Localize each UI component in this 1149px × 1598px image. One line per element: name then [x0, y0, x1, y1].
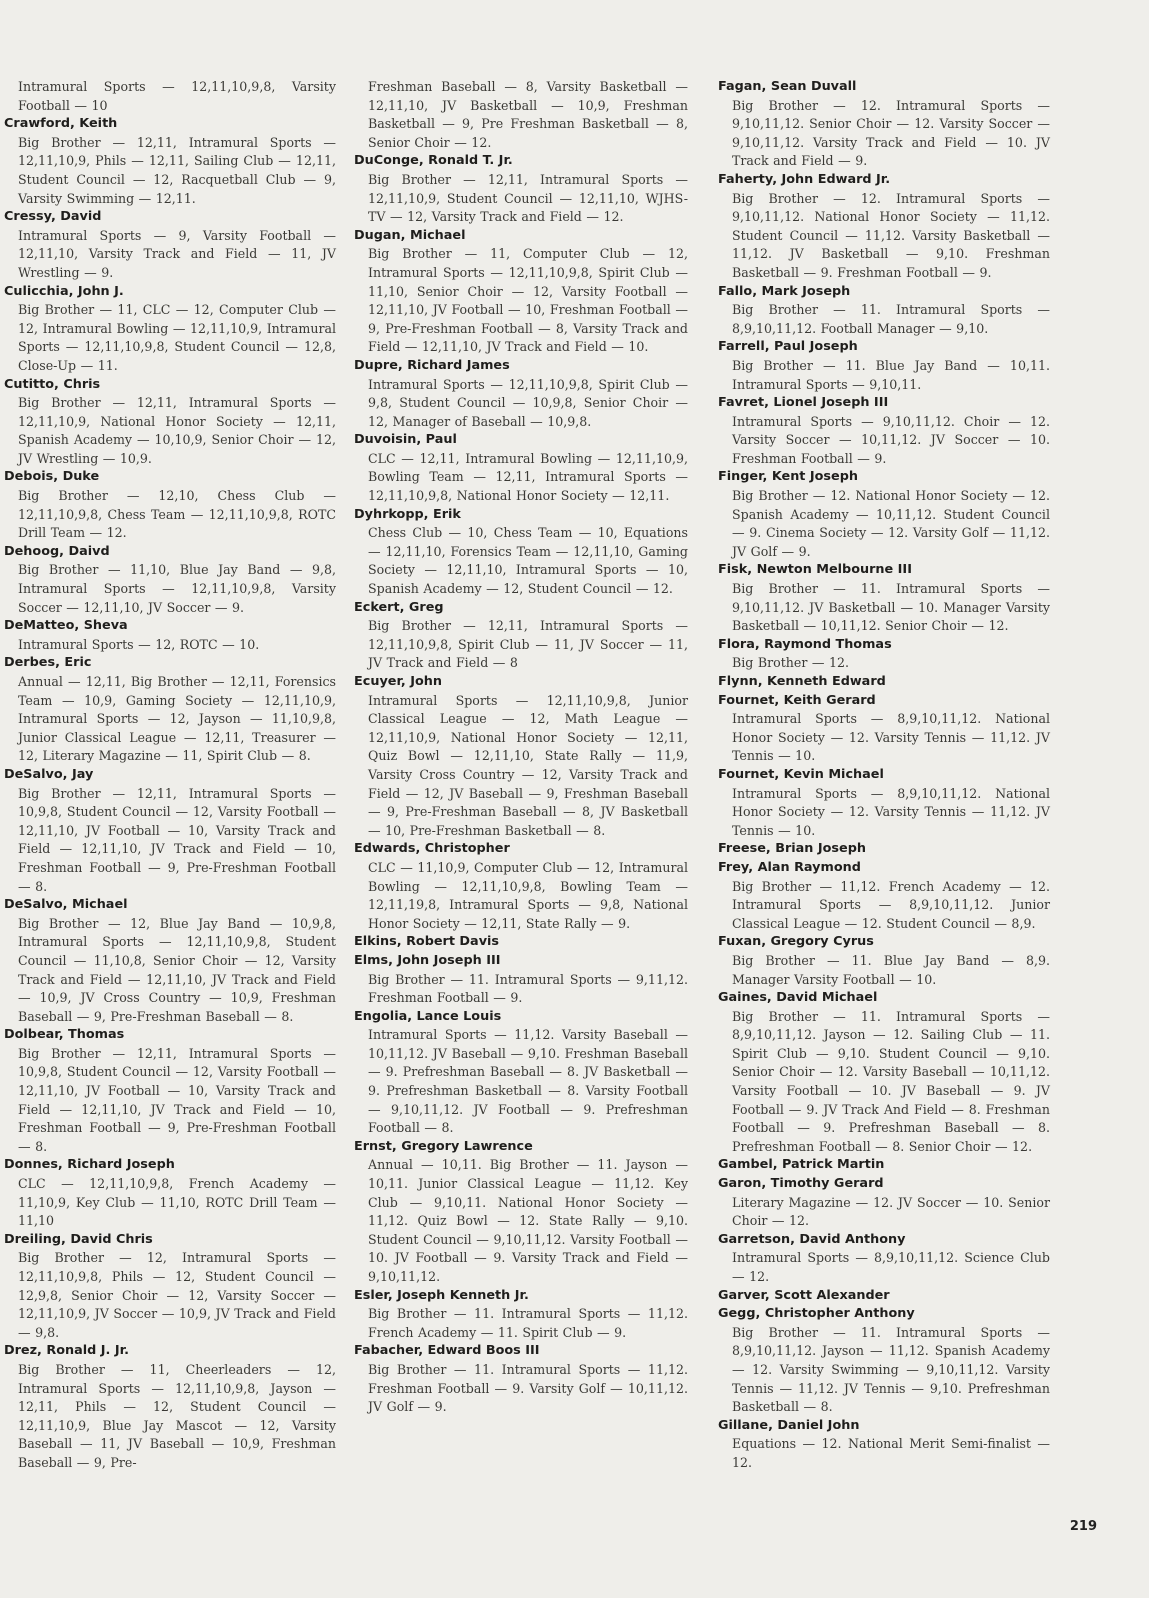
column-3 — [718, 78, 1050, 1473]
entry-name: Finger, Kent Joseph — [718, 469, 858, 485]
entry-activities: Equations — 12. National Merit Semi-finalist — 12. — [732, 1436, 1050, 1470]
entry-name: Flora, Raymond Thomas — [718, 636, 892, 652]
entry-name: Engolia, Lance Louis — [354, 1008, 502, 1024]
column-1 — [4, 78, 336, 1473]
entry-activities: Big Brother — 12. Intramural Sports — 9,10,11,12. National Honor Society — 11,12. Student Council — 11,12. Varsity Basketball — 11,12. JV Basketball — 9,10. Freshman Basketball — 9. Freshman Football — 9. — [732, 190, 1050, 280]
directory-entry — [354, 357, 688, 431]
entry-activities: Freshman Baseball — 8, Varsity Basketball — 12,11,10, JV Basketball — 10,9, Freshman Basketball — 9, Pre Freshman Basketball — 8, Senior Choir — 12. — [368, 79, 688, 150]
entry-activities: Big Brother — 12,11, Intramural Sports — 12,11,10,9, Student Council — 12,11,10, WJHS-TV — 12, Varsity Track and Field — 12. — [368, 171, 688, 225]
entry-activities: Big Brother — 12,11, Intramural Sports — 10,9,8, Student Council — 12, Varsity Football — 12,11,10, JV Football — 10, Varsity Track and Field — 12,11,10, JV Track and Field — 10, Freshman Football — 9, Pre-Freshman Football — 8. — [18, 1045, 336, 1154]
entry-activities: Big Brother — 11. Intramural Sports — 8,9,10,11,12. Football Manager — 9,10. — [732, 302, 1050, 336]
directory-entry — [4, 896, 336, 1026]
entry-name: Cutitto, Chris — [4, 376, 101, 392]
directory-entry — [354, 1138, 688, 1287]
directory-entry — [4, 766, 336, 896]
directory-entry — [718, 1175, 1050, 1231]
directory-entry — [718, 859, 1050, 933]
entry-activities: Big Brother — 12,10, Chess Club — 12,11,10,9,8, Chess Team — 12,11,10,9,8, ROTC Drill Team — 12. — [18, 488, 336, 541]
entry-name: Debois, Duke — [4, 469, 100, 485]
entry-name: Frey, Alan Raymond — [718, 859, 861, 875]
directory-entry — [718, 1287, 1050, 1306]
directory-entry — [718, 1305, 1050, 1417]
directory-entry — [354, 1008, 688, 1138]
entry-name: Fisk, Newton Melbourne III — [718, 562, 912, 578]
directory-entry — [354, 952, 688, 1008]
directory-entry — [718, 338, 1050, 394]
entry-name: Drez, Ronald J. Jr. — [4, 1343, 129, 1359]
entry-activities: Intramural Sports — 12,11,10,9,8, Varsity Football — 10 — [18, 79, 336, 113]
entry-name: Farrell, Paul Joseph — [718, 339, 858, 355]
entry-activities: Big Brother — 11, Cheerleaders — 12, Intramural Sports — 12,11,10,9,8, Jayson — 12,11, Phils — 12, Student Council — 12,11,10,9, Blue Jay Mascot — 12, Varsity Baseball — 11, JV Baseball — 10,9, Freshman Baseball — 9, Pre- — [18, 1361, 336, 1470]
directory-entry — [4, 1342, 336, 1472]
entry-activities: Literary Magazine — 12. JV Soccer — 10. Senior Choir — 12. — [732, 1194, 1050, 1229]
entry-activities: Big Brother — 12,11, Intramural Sports — 12,11,10,9,8, Spirit Club — 11, JV Soccer — 11, JV Track and Field — 8 — [368, 618, 688, 671]
entry-activities: Intramural Sports — 8,9,10,11,12. National Honor Society — 12. Varsity Tennis — 11,12. JV Tennis — 10. — [732, 711, 1050, 764]
directory-entry — [354, 673, 688, 840]
entry-activities: Intramural Sports — 8,9,10,11,12. Science Club — 12. — [732, 1250, 1050, 1284]
directory-entry — [354, 1287, 688, 1343]
directory-entry — [354, 227, 688, 357]
directory-entry — [354, 431, 688, 505]
directory-entry — [718, 78, 1050, 171]
entry-name: Esler, Joseph Kenneth Jr. — [354, 1287, 529, 1303]
directory-entry — [718, 561, 1050, 635]
entry-name: Ernst, Gregory Lawrence — [354, 1138, 533, 1154]
entry-name: Dyhrkopp, Erik — [354, 506, 461, 522]
entry-name: Dreiling, David Chris — [4, 1231, 153, 1247]
directory-entry — [4, 543, 336, 617]
directory-entry — [718, 840, 1050, 859]
entry-name: Ecuyer, John — [354, 674, 442, 689]
entry-activities: Intramural Sports — 12,11,10,9,8, Junior Classical League — 12, Math League — 12,11,10,9, National Honor Society — 12,11, Quiz Bowl — 12,11,10, State Rally — 11,9, Varsity Cross Country — 12, Varsity Track and Field — 12, JV Baseball — 9, Freshman Baseball — 9, Pre-Freshman Baseball — 8, JV Basketball — 10, Pre-Freshman Basketball — 8. — [368, 692, 688, 838]
directory-entry — [18, 78, 336, 115]
directory-entry — [718, 394, 1050, 468]
entry-name: Crawford, Keith — [4, 116, 118, 132]
entry-name: Dupre, Richard James — [354, 357, 510, 373]
entry-activities: Intramural Sports — 9, Varsity Football — 12,11,10, Varsity Track and Field — 11, JV Wrestling — 9. — [18, 227, 336, 280]
entry-activities: Big Brother — 11. Intramural Sports — 8,9,10,11,12. Jayson — 12. Sailing Club — 11. Spirit Club — 9,10. Student Council — 9,10. Senior Choir — 12. Varsity Baseball — 10,11,12. Varsity Football — 10. JV Baseball — 9. JV Football — 9. JV Track And Field — 8. Freshman Football — 9. Prefreshman Baseball — 8. Prefreshman Football — 8. Senior Choir — 12. — [732, 1008, 1050, 1154]
entry-activities: Big Brother — 11. Intramural Sports — 8,9,10,11,12. Jayson — 11,12. Spanish Academy — 12. Varsity Swimming — 9,10,11,12. Varsity Tennis — 11,12. JV Tennis — 9,10. Prefreshman Basketball — 8. — [732, 1324, 1050, 1415]
entry-activities: Intramural Sports — 9,10,11,12. Choir — 12. Varsity Soccer — 10,11,12. JV Soccer — 10. Freshman Football — 9. — [732, 413, 1050, 466]
entry-name: Dugan, Michael — [354, 227, 466, 243]
entry-name: Elkins, Robert Davis — [354, 934, 500, 950]
entry-name: Flynn, Kenneth Edward — [718, 674, 886, 689]
directory-entry — [718, 989, 1050, 1156]
entry-name: Fabacher, Edward Boos III — [354, 1343, 540, 1359]
entry-name: Fournet, Keith Gerard — [718, 692, 876, 708]
entry-activities: Big Brother — 12, Blue Jay Band — 10,9,8, Intramural Sports — 12,11,10,9,8, Student Council — 11,10,8, Senior Choir — 12, Varsity Track and Field — 12,11,10, JV Track and Field — 10,9, JV Cross Country — 10,9, Freshman Baseball — 9, Pre-Freshman Baseball — 8. — [18, 915, 336, 1024]
entry-activities: Big Brother — 12. Intramural Sports — 9,10,11,12. Senior Choir — 12. Varsity Soccer — 9,10,11,12. Varsity Track and Field — 10. JV Track and Field — 9. — [732, 97, 1050, 169]
entry-activities: Annual — 10,11. Big Brother — 11. Jayson — 10,11. Junior Classical League — 11,12. Key Club — 9,10,11. National Honor Society — 11,12. Quiz Bowl — 12. State Rally — 9,10. Student Council — 9,10,11,12. Varsity Football — 10. JV Football — 9. Varsity Track and Field — 9,10,11,12. — [368, 1157, 688, 1284]
entry-name: Fallo, Mark Joseph — [718, 283, 851, 299]
entry-name: Freese, Brian Joseph — [718, 841, 866, 857]
entry-name: Donnes, Richard Joseph — [4, 1157, 175, 1173]
directory-entry — [354, 1342, 688, 1416]
entry-name: Garver, Scott Alexander — [718, 1287, 890, 1303]
entry-name: Fournet, Kevin Michael — [718, 766, 884, 782]
directory-entry — [4, 1026, 336, 1156]
page-number: 219 — [1069, 1519, 1097, 1534]
directory-entry — [354, 152, 688, 226]
entry-activities: Big Brother — 11. Intramural Sports — 11,12. Freshman Football — 9. Varsity Golf — 10,11,12. JV Golf — 9. — [368, 1361, 688, 1415]
entry-name: Duvoisin, Paul — [354, 432, 457, 448]
directory-entry — [718, 933, 1050, 989]
column-2 — [354, 78, 688, 1417]
entry-name: Dehoog, Daivd — [4, 543, 110, 559]
entry-activities: Big Brother — 11, CLC — 12, Computer Club — 12, Intramural Bowling — 12,11,10,9, Intramural Sports — 12,11,10,9,8, Student Council — 12,8, Close-Up — 11. — [18, 302, 336, 373]
entry-name: Cressy, David — [4, 209, 102, 225]
directory-entry — [718, 1156, 1050, 1175]
entry-activities: Intramural Sports — 8,9,10,11,12. National Honor Society — 12. Varsity Tennis — 11,12. JV Tennis — 10. — [732, 785, 1050, 838]
entry-name: Dolbear, Thomas — [4, 1027, 125, 1043]
directory-entry — [354, 933, 688, 952]
entry-activities: Big Brother — 11, Computer Club — 12, Intramural Sports — 12,11,10,9,8, Spirit Club — 11,10, Senior Choir — 12, Varsity Football — 12,11,10, JV Football — 10, Freshman Football — 9, Pre-Freshman Football — 8, Varsity Track and Field — 12,11,10, JV Track and Field — 10. — [368, 246, 688, 355]
entry-activities: Big Brother — 12,11, Intramural Sports — 12,11,10,9, National Honor Society — 12,11, Spanish Academy — 10,10,9, Senior Choir — 12, JV Wrestling — 10,9. — [18, 395, 336, 466]
entry-activities: CLC — 12,11, Intramural Bowling — 12,11,10,9, Bowling Team — 12,11, Intramural Sports — 12,11,10,9,8, National Honor Society — 12,11. — [368, 450, 688, 504]
entry-activities: Big Brother — 11. Intramural Sports — 9,11,12. Freshman Football — 9. — [368, 971, 688, 1006]
directory-entry — [718, 692, 1050, 766]
entry-activities: Big Brother — 11. Intramural Sports — 11,12. French Academy — 11. Spirit Club — 9. — [368, 1306, 688, 1340]
directory-entry — [4, 617, 336, 654]
directory-entry — [718, 171, 1050, 283]
entry-activities: Big Brother — 11. Blue Jay Band — 8,9. Manager Varsity Football — 10. — [732, 952, 1050, 987]
directory-entry — [718, 636, 1050, 673]
entry-name: Fagan, Sean Duvall — [718, 79, 857, 94]
directory-entry — [4, 376, 336, 469]
directory-entry — [4, 208, 336, 282]
directory-entry — [718, 766, 1050, 840]
directory-entry — [718, 468, 1050, 561]
entry-activities: CLC — 12,11,10,9,8, French Academy — 11,10,9, Key Club — 11,10, ROTC Drill Team — 11,10 — [18, 1176, 336, 1229]
entry-activities: Big Brother — 12,11, Intramural Sports — 12,11,10,9, Phils — 12,11, Sailing Club — 12,11, Student Council — 12, Racquetball Club — 9, Varsity Swimming — 12,11. — [18, 134, 336, 206]
entry-activities: Chess Club — 10, Chess Team — 10, Equations — 12,11,10, Forensics Team — 12,11,10, Gaming Society — 12,11,10, Intramural Sports — 10, Spanish Academy — 12, Student Council — 12. — [368, 525, 688, 597]
directory-entry — [718, 1231, 1050, 1287]
entry-name: DuConge, Ronald T. Jr. — [354, 153, 513, 169]
entry-activities: Big Brother — 11. Intramural Sports — 9,10,11,12. JV Basketball — 10. Manager Varsity Basketball — 10,11,12. Senior Choir — 12. — [732, 581, 1050, 634]
entry-name: Garretson, David Anthony — [718, 1231, 906, 1247]
entry-name: Fuxan, Gregory Cyrus — [718, 934, 874, 950]
directory-entry — [354, 840, 688, 933]
entry-name: Garon, Timothy Gerard — [718, 1176, 884, 1192]
directory-entry — [718, 283, 1050, 339]
directory-entry — [718, 1417, 1050, 1473]
directory-entry — [354, 506, 688, 599]
entry-activities: Big Brother — 11. Blue Jay Band — 10,11. Intramural Sports — 9,10,11. — [732, 357, 1050, 392]
entry-name: Derbes, Eric — [4, 655, 92, 671]
directory-entry — [4, 468, 336, 542]
directory-entry — [4, 1156, 336, 1230]
directory-entry — [354, 599, 688, 673]
entry-name: DeMatteo, Sheva — [4, 618, 128, 634]
entry-activities: Intramural Sports — 11,12. Varsity Baseball — 10,11,12. JV Baseball — 9,10. Freshman Baseball — 9. Prefreshman Baseball — 8. JV Basketball — 9. Prefreshman Basketball — 8. Varsity Football — 9,10,11,12. JV Football — 9. Prefreshman Football — 8. — [368, 1027, 688, 1136]
entry-name: Edwards, Christopher — [354, 841, 510, 857]
entry-name: Gaines, David Michael — [718, 990, 878, 1006]
directory-entry — [4, 115, 336, 208]
directory-entry — [718, 673, 1050, 692]
entry-name: Faherty, John Edward Jr. — [718, 171, 891, 187]
entry-name: Favret, Lionel Joseph III — [718, 395, 889, 411]
entry-activities: Intramural Sports — 12,11,10,9,8, Spirit Club — 9,8, Student Council — 10,9,8, Senior Choir — 12, Manager of Baseball — 10,9,8. — [368, 376, 688, 429]
entry-name: Gegg, Christopher Anthony — [718, 1306, 915, 1322]
entry-activities: Big Brother — 12,11, Intramural Sports — 10,9,8, Student Council — 12, Varsity Football — 12,11,10, JV Football — 10, Varsity Track and Field — 12,11,10, JV Track and Field — 10, Freshman Football — 9, Pre-Freshman Football — 8. — [18, 785, 336, 894]
entry-activities: Big Brother — 11,12. French Academy — 12. Intramural Sports — 8,9,10,11,12. Junior Classical League — 12. Student Council — 8,9. — [732, 878, 1050, 931]
entry-name: Gillane, Daniel John — [718, 1417, 860, 1433]
entry-name: DeSalvo, Michael — [4, 897, 128, 913]
entry-name: Eckert, Greg — [354, 599, 444, 615]
directory-entry — [368, 78, 688, 152]
entry-activities: Big Brother — 11,10, Blue Jay Band — 9,8, Intramural Sports — 12,11,10,9,8, Varsity Soccer — 12,11,10, JV Soccer — 9. — [18, 562, 336, 615]
entry-activities: Annual — 12,11, Big Brother — 12,11, Forensics Team — 10,9, Gaming Society — 12,11,10,9, Intramural Sports — 12, Jayson — 11,10,9,8, Junior Classical League — 12,11, Treasurer — 12, Literary Magazine — 11, Spirit Club — 8. — [18, 674, 336, 764]
entry-name: Gambel, Patrick Martin — [718, 1157, 885, 1173]
entry-activities: Big Brother — 12. — [732, 655, 849, 671]
directory-entry — [4, 1231, 336, 1343]
directory-entry — [4, 283, 336, 376]
entry-activities: CLC — 11,10,9, Computer Club — 12, Intramural Bowling — 12,11,10,9,8, Bowling Team — 12,11,19,8, Intramural Sports — 9,8, National Honor Society — 12,11, State Rally — 9. — [368, 859, 688, 931]
entry-name: Elms, John Joseph III — [354, 952, 501, 968]
directory-entry — [4, 654, 336, 766]
entry-name: DeSalvo, Jay — [4, 766, 94, 782]
entry-activities: Big Brother — 12. National Honor Society — 12. Spanish Academy — 10,11,12. Student Council — 9. Cinema Society — 12. Varsity Golf — 11,12. JV Golf — 9. — [732, 488, 1050, 559]
entry-activities: Big Brother — 12, Intramural Sports — 12,11,10,9,8, Phils — 12, Student Council — 12,9,8, Senior Choir — 12, Varsity Soccer — 12,11,10,9, JV Soccer — 10,9, JV Track and Field — 9,8. — [18, 1250, 336, 1340]
entry-activities: Intramural Sports — 12, ROTC — 10. — [18, 636, 260, 652]
entry-name: Culicchia, John J. — [4, 283, 124, 299]
